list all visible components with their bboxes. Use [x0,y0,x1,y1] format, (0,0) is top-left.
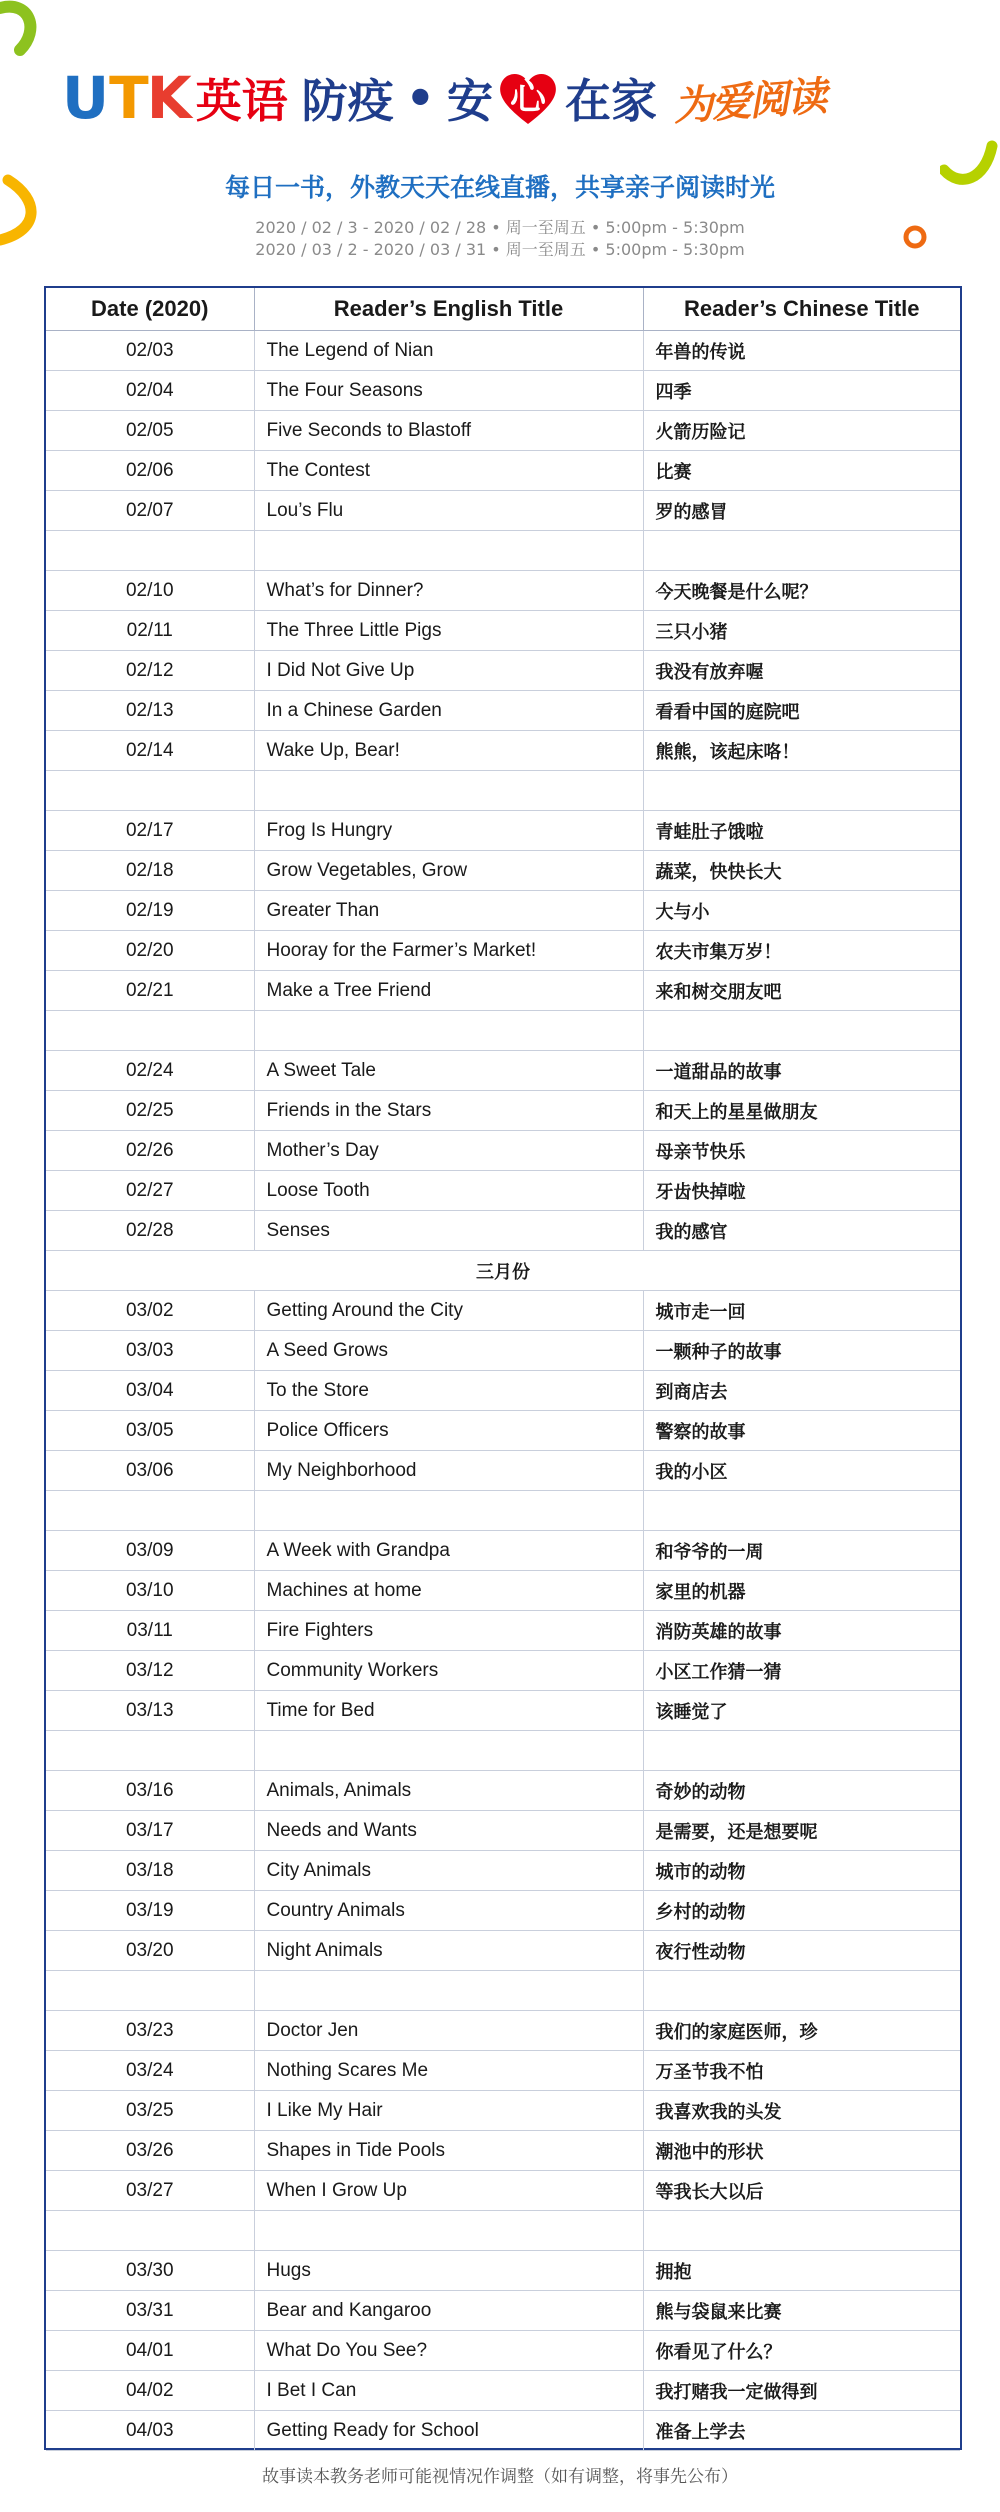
table-row [46,1891,960,1931]
schedule-line-2: 2020 / 03 / 2 - 2020 / 03 / 31 • 周一至周五 • 5:00pm - 5:30pm [255,240,745,259]
table-row [46,931,960,971]
date-cell: 02/17 [46,811,254,851]
date-cell: 03/20 [46,1931,254,1971]
english-title-cell: Bear and Kangaroo [254,2291,643,2331]
campaign-text-1: 防疫 [301,74,394,128]
chinese-title-cell: 四季 [643,371,960,411]
date-cell: 03/05 [46,1411,254,1451]
chinese-title-cell: 今天晚餐是什么呢？ [643,571,960,611]
date-cell: 02/03 [46,331,254,371]
english-title-cell: Fire Fighters [254,1611,643,1651]
date-cell: 03/23 [46,2011,254,2051]
heart-character: 心 [510,77,547,118]
date-cell: 02/25 [46,1091,254,1131]
chinese-title-cell: 你看见了什么？ [643,2331,960,2371]
table-row [46,1131,960,1171]
chinese-title-cell: 母亲节快乐 [643,1131,960,1171]
english-title-cell: The Contest [254,451,643,491]
table-row [46,371,960,411]
chinese-title-cell: 一颗种子的故事 [643,1331,960,1371]
english-title-cell: Mother’s Day [254,1131,643,1171]
date-cell: 02/12 [46,651,254,691]
chinese-title-cell: 小区工作猜一猜 [643,1651,960,1691]
english-title-cell: When I Grow Up [254,2171,643,2211]
table-row [46,531,960,571]
table-row [46,1691,960,1731]
campaign-text-2: 安 [447,74,494,128]
chinese-title-cell: 是需要，还是想要呢 [643,1811,960,1851]
english-title-cell: Hugs [254,2251,643,2291]
logo-u-mark: U [62,64,106,132]
brand-text: 英语 [195,74,288,128]
chinese-title-cell: 万圣节我不怕 [643,2051,960,2091]
table-row [46,411,960,451]
table-row [46,451,960,491]
date-cell: 02/14 [46,731,254,771]
date-cell: 03/03 [46,1331,254,1371]
chinese-title-cell [643,1971,960,2011]
chinese-title-cell: 和爷爷的一周 [643,1531,960,1571]
english-title-cell: Getting Ready for School [254,2411,643,2451]
date-cell: 04/02 [46,2371,254,2411]
table-row [46,1731,960,1771]
header-date: Date (2020) [46,288,254,331]
table-row [46,2051,960,2091]
date-cell: 02/11 [46,611,254,651]
english-title-cell: Senses [254,1211,643,1251]
table-row [46,2371,960,2411]
campaign-text-3: 在家 [565,74,658,128]
english-title-cell [254,1731,643,1771]
chinese-title-cell: 我们的家庭医师，珍 [643,2011,960,2051]
english-title-cell [254,531,643,571]
footer-note: 故事读本教务老师可能视情况作调整（如有调整，将事先公布） [262,2467,738,2487]
english-title-cell: City Animals [254,1851,643,1891]
english-title-cell [254,1971,643,2011]
table-row [46,1091,960,1131]
chinese-title-cell: 我喜欢我的头发 [643,2091,960,2131]
table-row [46,331,960,371]
table-row [46,1771,960,1811]
chinese-title-cell: 火箭历险记 [643,411,960,451]
chinese-title-cell: 我的小区 [643,1451,960,1491]
chinese-title-cell: 我没有放弃喔 [643,651,960,691]
english-title-cell: Needs and Wants [254,1811,643,1851]
english-title-cell: Wake Up, Bear! [254,731,643,771]
date-cell: 03/06 [46,1451,254,1491]
table-row [46,651,960,691]
date-cell: 02/05 [46,411,254,451]
table-row [46,2331,960,2371]
logo-k: K [146,64,190,132]
header-english-title: Reader’s English Title [254,288,643,331]
date-cell: 02/20 [46,931,254,971]
english-title-cell: Grow Vegetables, Grow [254,851,643,891]
date-cell: 02/04 [46,371,254,411]
table-row [46,1011,960,1051]
date-cell: 03/09 [46,1531,254,1571]
table-row [46,971,960,1011]
table-row [46,731,960,771]
table-row [46,2251,960,2291]
date-cell: 03/17 [46,1811,254,1851]
date-cell: 02/10 [46,571,254,611]
date-cell: 04/03 [46,2411,254,2451]
table-row [46,1931,960,1971]
english-title-cell: The Legend of Nian [254,331,643,371]
table-row [46,1171,960,1211]
english-title-cell: I Like My Hair [254,2091,643,2131]
table-row [46,1811,960,1851]
table-row [46,2291,960,2331]
chinese-title-cell: 蔬菜，快快长大 [643,851,960,891]
english-title-cell: In a Chinese Garden [254,691,643,731]
chinese-title-cell: 潮池中的形状 [643,2131,960,2171]
date-cell [46,1731,254,1771]
english-title-cell: The Four Seasons [254,371,643,411]
date-cell: 03/16 [46,1771,254,1811]
table-row [46,1291,960,1331]
english-title-cell: The Three Little Pigs [254,611,643,651]
table-row [46,1451,960,1491]
table-row [46,1971,960,2011]
date-cell: 03/24 [46,2051,254,2091]
chinese-title-cell: 熊与袋鼠来比赛 [643,2291,960,2331]
chinese-title-cell: 等我长大以后 [643,2171,960,2211]
date-cell [46,1011,254,1051]
table-body [46,331,960,2451]
date-cell: 02/07 [46,491,254,531]
english-title-cell: A Week with Grandpa [254,1531,643,1571]
date-cell: 02/27 [46,1171,254,1211]
chinese-title-cell: 到商店去 [643,1371,960,1411]
english-title-cell [254,1491,643,1531]
chinese-title-cell: 拥抱 [643,2251,960,2291]
chinese-title-cell: 城市走一回 [643,1291,960,1331]
date-cell [46,531,254,571]
chinese-title-cell: 三只小猪 [643,611,960,651]
date-cell [46,1491,254,1531]
table-row [46,891,960,931]
chinese-title-cell: 我打赌我一定做得到 [643,2371,960,2411]
english-title-cell: Friends in the Stars [254,1091,643,1131]
chinese-title-cell: 年兽的传说 [643,331,960,371]
english-title-cell: Five Seconds to Blastoff [254,411,643,451]
chinese-title-cell: 警察的故事 [643,1411,960,1451]
chinese-title-cell [643,1011,960,1051]
english-title-cell: Make a Tree Friend [254,971,643,1011]
month-divider-row [46,1251,960,1291]
english-title-cell: Machines at home [254,1571,643,1611]
date-cell: 02/24 [46,1051,254,1091]
table-row [46,1571,960,1611]
english-title-cell: Doctor Jen [254,2011,643,2051]
chinese-title-cell: 看看中国的庭院吧 [643,691,960,731]
chinese-title-cell: 比赛 [643,451,960,491]
english-title-cell: A Seed Grows [254,1331,643,1371]
reading-schedule-table [44,286,962,2450]
schedule-line-1: 2020 / 02 / 3 - 2020 / 02 / 28 • 周一至周五 • 5:00pm - 5:30pm [255,218,745,237]
month-label: 三月份 [46,1251,960,1291]
date-cell: 03/02 [46,1291,254,1331]
english-title-cell: My Neighborhood [254,1451,643,1491]
date-cell: 02/18 [46,851,254,891]
table-row [46,851,960,891]
date-cell: 04/01 [46,2331,254,2371]
english-title-cell: Frog Is Hungry [254,811,643,851]
english-title-cell [254,771,643,811]
chinese-title-cell [643,1491,960,1531]
chinese-title-cell: 乡村的动物 [643,1891,960,1931]
table-row [46,771,960,811]
english-title-cell: Time for Bed [254,1691,643,1731]
chinese-title-cell: 熊熊，该起床咯！ [643,731,960,771]
chinese-title-cell: 我的感官 [643,1211,960,1251]
date-cell [46,2211,254,2251]
table-row [46,691,960,731]
chinese-title-cell: 奇妙的动物 [643,1771,960,1811]
chinese-title-cell: 牙齿快掉啦 [643,1171,960,1211]
date-cell [46,771,254,811]
chinese-title-cell [643,531,960,571]
date-cell: 02/26 [46,1131,254,1171]
chinese-title-cell: 准备上学去 [643,2411,960,2451]
date-cell: 03/18 [46,1851,254,1891]
chinese-title-cell: 夜行性动物 [643,1931,960,1971]
table-row [46,1411,960,1451]
table-row [46,571,960,611]
english-title-cell: To the Store [254,1371,643,1411]
english-title-cell: What’s for Dinner? [254,571,643,611]
date-cell: 03/12 [46,1651,254,1691]
table-row [46,1331,960,1371]
header-title [60,58,960,138]
table-row [46,1211,960,1251]
date-cell: 02/19 [46,891,254,931]
chinese-title-cell [643,2211,960,2251]
table-row [46,1651,960,1691]
table-row [46,2211,960,2251]
table-row [46,1491,960,1531]
table-row [46,1851,960,1891]
english-title-cell: Nothing Scares Me [254,2051,643,2091]
chinese-title-cell: 罗的感冒 [643,491,960,531]
table-row [46,2131,960,2171]
english-title-cell: Shapes in Tide Pools [254,2131,643,2171]
english-title-cell: Greater Than [254,891,643,931]
english-title-cell: What Do You See? [254,2331,643,2371]
date-cell [46,1971,254,2011]
date-cell: 03/30 [46,2251,254,2291]
subtitle: 每日一书，外教天天在线直播，共享亲子阅读时光 [224,173,775,202]
table-row [46,2011,960,2051]
green-swirl-decoration [0,0,60,70]
date-cell: 03/10 [46,1571,254,1611]
table-row [46,2411,960,2451]
separator-dot: • [405,71,436,125]
date-cell: 03/25 [46,2091,254,2131]
english-title-cell [254,1011,643,1051]
table-row [46,1051,960,1091]
date-cell: 03/31 [46,2291,254,2331]
chinese-title-cell [643,771,960,811]
english-title-cell: Getting Around the City [254,1291,643,1331]
table-row [46,491,960,531]
chinese-title-cell: 来和树交朋友吧 [643,971,960,1011]
english-title-cell: I Did Not Give Up [254,651,643,691]
table-row [46,2171,960,2211]
date-cell: 02/28 [46,1211,254,1251]
chinese-title-cell [643,1731,960,1771]
english-title-cell [254,2211,643,2251]
table-row [46,1611,960,1651]
table-row [46,1531,960,1571]
english-title-cell: Police Officers [254,1411,643,1451]
love-read-text: 为爱阅读 [671,73,827,130]
table-row [46,1371,960,1411]
header-chinese-title: Reader’s Chinese Title [643,288,960,331]
chinese-title-cell: 大与小 [643,891,960,931]
english-title-cell: Hooray for the Farmer’s Market! [254,931,643,971]
date-cell: 03/13 [46,1691,254,1731]
table-row [46,611,960,651]
chinese-title-cell: 消防英雄的故事 [643,1611,960,1651]
english-title-cell: Country Animals [254,1891,643,1931]
english-title-cell: Night Animals [254,1931,643,1971]
english-title-cell: A Sweet Tale [254,1051,643,1091]
chinese-title-cell: 青蛙肚子饿啦 [643,811,960,851]
chinese-title-cell: 家里的机器 [643,1571,960,1611]
heart-icon [497,68,559,128]
date-cell: 02/13 [46,691,254,731]
date-cell: 03/19 [46,1891,254,1931]
date-cell: 02/06 [46,451,254,491]
date-cell: 02/21 [46,971,254,1011]
date-cell: 03/26 [46,2131,254,2171]
chinese-title-cell: 该睡觉了 [643,1691,960,1731]
table-row [46,2091,960,2131]
english-title-cell: Community Workers [254,1651,643,1691]
table-row [46,811,960,851]
chinese-title-cell: 城市的动物 [643,1851,960,1891]
chinese-title-cell: 和天上的星星做朋友 [643,1091,960,1131]
date-cell: 03/11 [46,1611,254,1651]
date-cell: 03/04 [46,1371,254,1411]
chinese-title-cell: 一道甜品的故事 [643,1051,960,1091]
english-title-cell: Lou’s Flu [254,491,643,531]
logo-t: T [109,64,147,132]
english-title-cell: I Bet I Can [254,2371,643,2411]
date-cell: 03/27 [46,2171,254,2211]
english-title-cell: Animals, Animals [254,1771,643,1811]
table-header-row [46,288,960,331]
chinese-title-cell: 农夫市集万岁！ [643,931,960,971]
english-title-cell: Loose Tooth [254,1171,643,1211]
tk-logo [109,64,190,132]
